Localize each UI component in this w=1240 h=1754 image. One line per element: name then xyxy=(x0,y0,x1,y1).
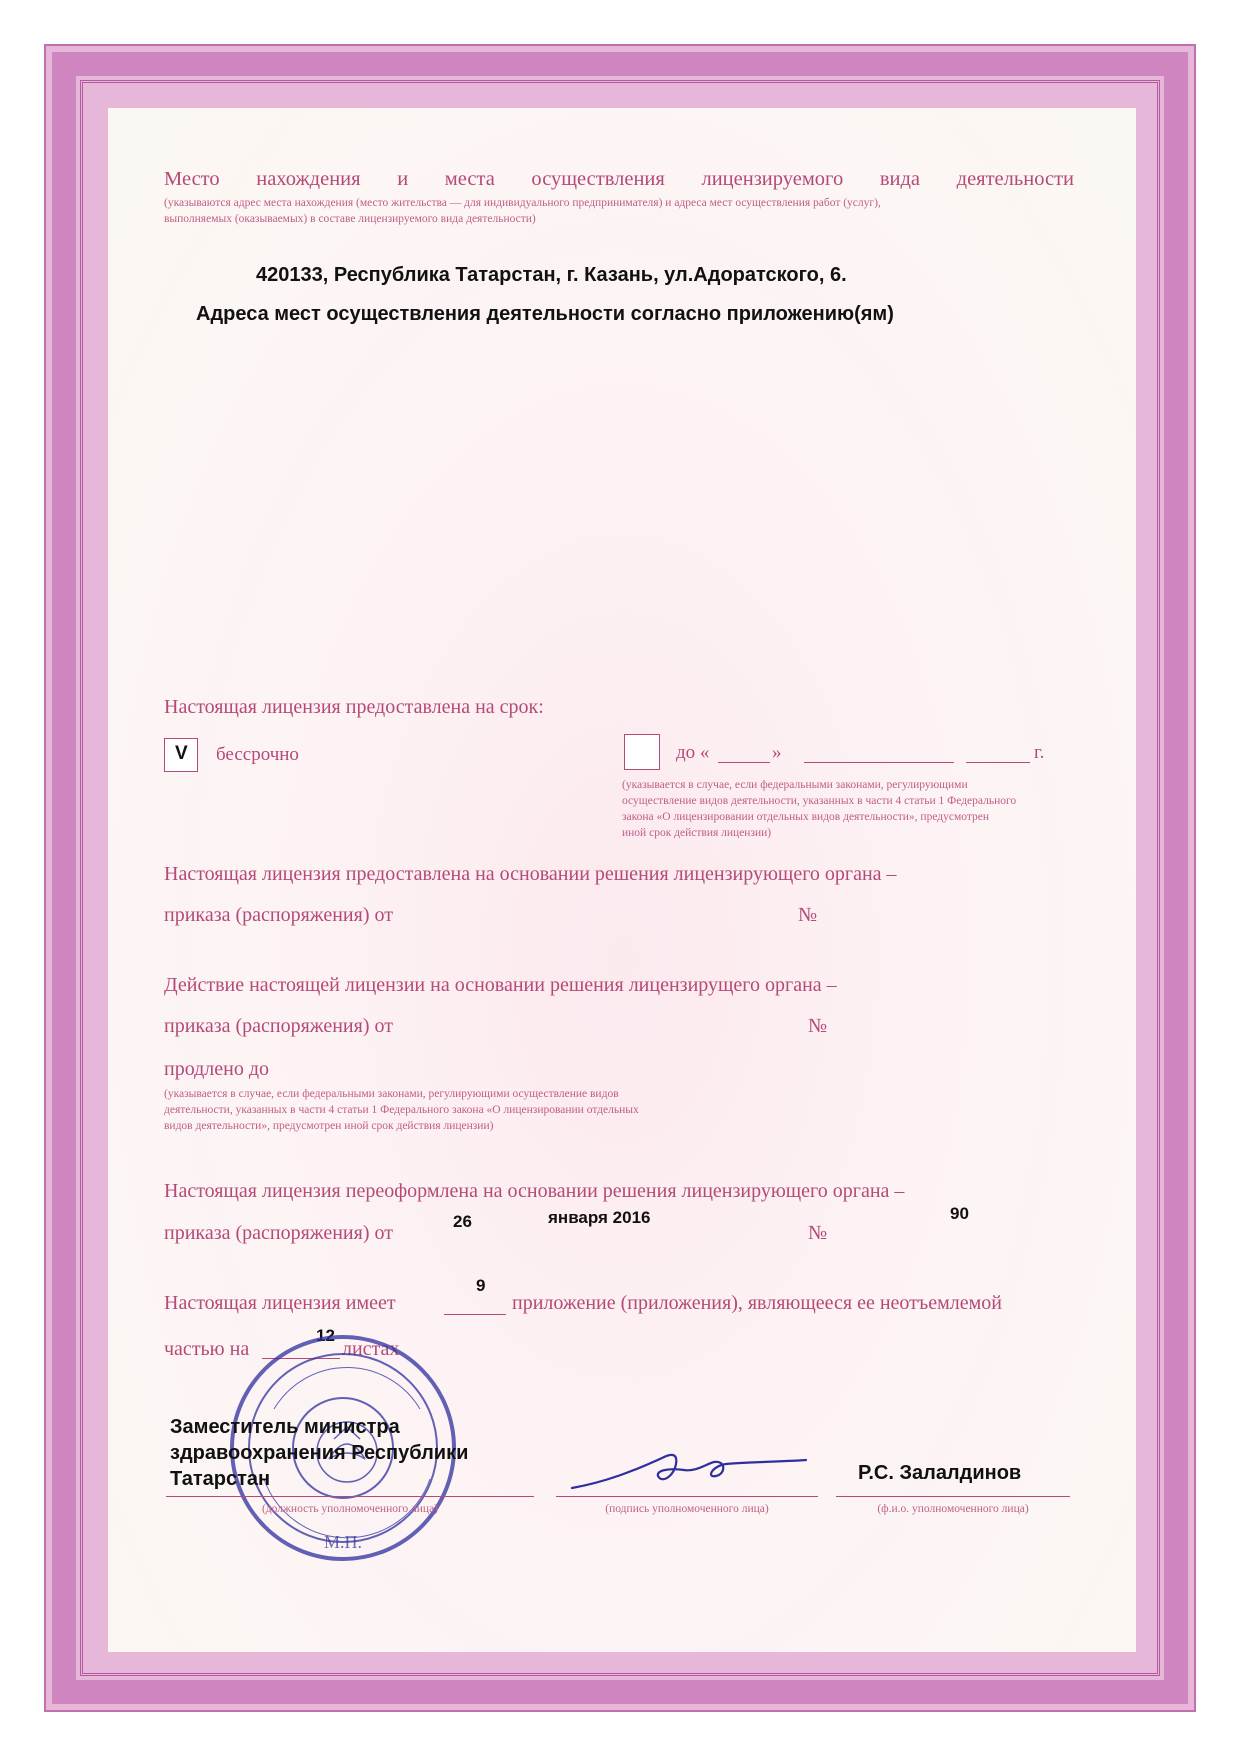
reissue-number: 90 xyxy=(950,1204,969,1223)
extended-until: продлено до xyxy=(164,1058,270,1080)
extension-note-2: деятельности, указанных в части 4 статьи 1 Федерального закона «О лицензировании отдельных xyxy=(164,1104,639,1116)
reissue-line-1: Настоящая лицензия переоформлена на основании решения лицензирующего органа – xyxy=(164,1180,905,1202)
extension-line-1: Действие настоящей лицензии на основании решения лицензирущего органа – xyxy=(164,974,837,996)
term-note-1: (указывается в случае, если федеральными законами, регулирующими xyxy=(622,779,968,791)
location-note-1: (указываются адрес места нахождения (место жительства — для индивидуального предпринимателя) и адреса мест осуществления работ (услуг), xyxy=(164,197,881,209)
position-line xyxy=(166,1496,534,1497)
handwritten-signature xyxy=(566,1440,810,1496)
extension-line-2: приказа (распоряжения) от xyxy=(164,1015,393,1037)
sheets-after: листах xyxy=(342,1338,400,1360)
signer-position-3: Татарстан xyxy=(170,1468,271,1490)
sheets-before: частью на xyxy=(164,1338,250,1360)
position-caption: (должность уполномоченного лица) xyxy=(261,1503,439,1515)
term-note-3: закона «О лицензировании отдельных видов деятельности», предусмотрен xyxy=(622,811,990,823)
signer-name: Р.С. Залалдинов xyxy=(858,1462,1022,1484)
appendix-count-line xyxy=(444,1314,506,1315)
address: 420133, Республика Татарстан, г. Казань, ул.Адоратского, 6. xyxy=(256,264,847,286)
appendix-count: 9 xyxy=(476,1276,486,1295)
reissue-line-2: приказа (распоряжения) от xyxy=(164,1222,393,1244)
signer-position-1: Заместитель министра xyxy=(170,1416,400,1438)
extension-note-3: видов деятельности», предусмотрен иной срок действия лицензии) xyxy=(164,1120,494,1132)
basis-line-1: Настоящая лицензия предоставлена на основании решения лицензирующего органа – xyxy=(164,863,897,885)
reissue-day: 26 xyxy=(453,1212,472,1231)
until-label: до « xyxy=(676,742,710,763)
extension-number-sign: № xyxy=(808,1015,828,1037)
basis-number-sign: № xyxy=(798,904,818,926)
term-note-4: иной срок действия лицензии) xyxy=(622,827,772,839)
until-checkbox xyxy=(624,734,660,770)
until-day-line xyxy=(718,762,770,763)
reissue-number-sign: № xyxy=(808,1222,828,1244)
location-heading: Место нахождения и места осуществления лицензируемого вида деятельности xyxy=(164,168,1074,190)
until-close: » xyxy=(772,742,782,763)
signature-line xyxy=(556,1496,818,1497)
signature-caption: (подпись уполномоченного лица) xyxy=(605,1503,769,1515)
term-heading: Настоящая лицензия предоставлена на срок: xyxy=(164,696,544,718)
addresses-note: Адреса мест осуществления деятельности согласно приложению(ям) xyxy=(196,303,894,325)
appendix-text-after: приложение (приложения), являющееся ее неотъемлемой xyxy=(512,1292,1002,1314)
name-line xyxy=(836,1496,1070,1497)
perpetual-checkbox xyxy=(164,738,198,772)
sheets-count: 12 xyxy=(316,1326,335,1345)
signer-position-2: здравоохранения Республики xyxy=(170,1442,469,1464)
term-note-2: осуществление видов деятельности, указанных в части 4 статьи 1 Федерального xyxy=(622,795,1017,807)
name-caption: (ф.и.о. уполномоченного лица) xyxy=(877,1503,1029,1515)
year-suffix: г. xyxy=(1034,742,1045,763)
extension-note-1: (указывается в случае, если федеральными законами, регулирующими осуществление видов xyxy=(164,1088,619,1100)
location-note-2: выполняемых (оказываемых) в составе лицензируемого вида деятельности) xyxy=(164,213,536,225)
basis-line-2: приказа (распоряжения) от xyxy=(164,904,393,926)
until-year-line xyxy=(966,762,1030,763)
reissue-month-year: января 2016 xyxy=(548,1208,651,1227)
appendix-text-before: Настоящая лицензия имеет xyxy=(164,1292,396,1314)
seal-mp: М.П. xyxy=(324,1532,363,1552)
perpetual-label: бессрочно xyxy=(216,744,299,765)
check-mark: V xyxy=(175,743,188,764)
until-month-line xyxy=(804,762,954,763)
